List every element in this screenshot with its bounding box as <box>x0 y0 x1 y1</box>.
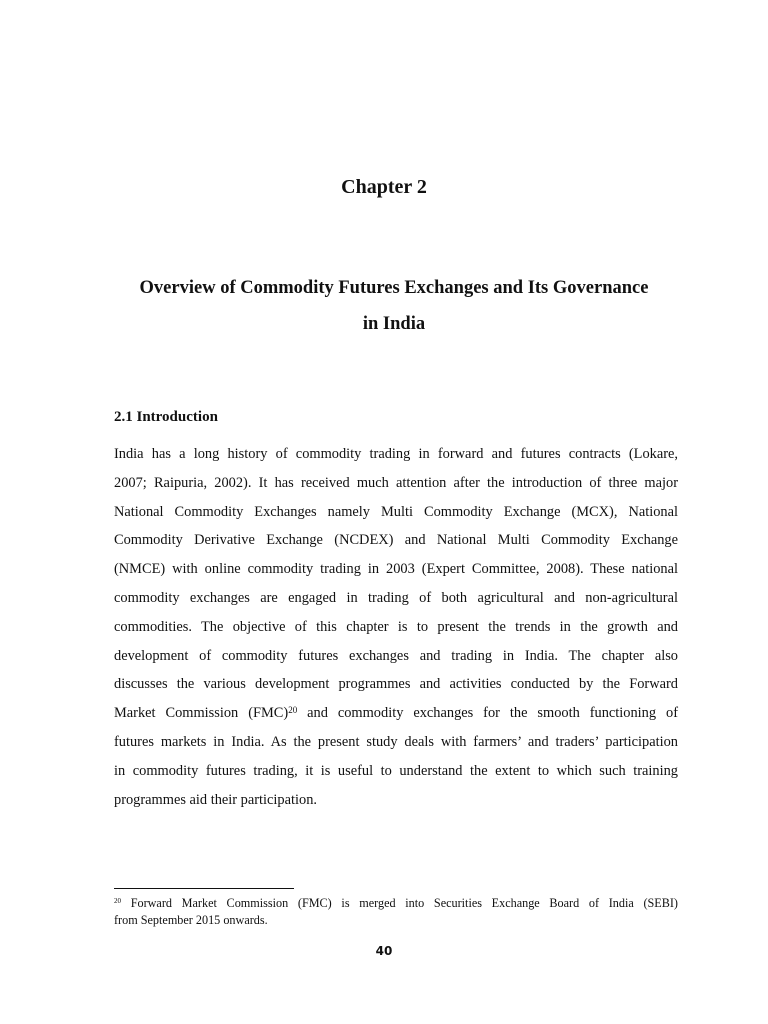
footnote-text-1: Forward Market Commission (FMC) is merged into Securities Exchange Board of India (SEBI) <box>121 896 678 910</box>
footnote-line-2: from September 2015 onwards. <box>114 913 268 927</box>
paragraph-line: commodity exchanges are engaged in trading of both agricultural and non-agricultural <box>114 589 678 606</box>
line-text-after-ref: and commodity exchanges for the smooth functioning of <box>297 705 678 722</box>
footnote-reference[interactable]: 20 <box>288 705 298 716</box>
paragraph-line: (NMCE) with online commodity trading in 2003 (Expert Committee, 2008). These national <box>114 561 678 578</box>
line-text-before-ref: Market Commission (FMC) <box>114 705 289 722</box>
paragraph-line: India has a long history of commodity trading in forward and futures contracts (Lokare, <box>114 446 678 462</box>
paragraph-line: futures markets in India. As the present study deals with farmers’ and traders’ participation <box>114 733 678 750</box>
paragraph-line: development of commodity futures exchanges and trading in India. The chapter also <box>114 647 678 664</box>
page-number: 40 <box>375 944 393 958</box>
chapter-title-line-1: Overview of Commodity Futures Exchanges and Its Governance <box>139 278 649 298</box>
paragraph-line-with-footnote-ref <box>114 699 678 728</box>
footnote-line-1 <box>114 895 678 912</box>
paragraph-line: National Commodity Exchanges namely Multi Commodity Exchange (MCX), National <box>114 503 678 520</box>
paragraph-line: Commodity Derivative Exchange (NCDEX) and National Multi Commodity Exchange <box>114 532 678 549</box>
chapter-title <box>100 270 688 342</box>
chapter-title-line-2: in India <box>362 314 426 334</box>
paragraph-line: 2007; Raipuria, 2002). It has received much attention after the introduction of three major <box>114 474 678 491</box>
chapter-label: Chapter 2 <box>341 176 427 198</box>
paragraph-line: discusses the various development programmes and activities conducted by the Forward <box>114 676 678 693</box>
body-paragraph <box>114 440 678 814</box>
paragraph-line: commodities. The objective of this chapter is to present the trends in the growth and <box>114 618 678 635</box>
paragraph-line: programmes aid their participation. <box>114 791 318 808</box>
footnote-marker: 20 <box>114 897 121 905</box>
section-heading: 2.1 Introduction <box>114 409 218 425</box>
footnote <box>114 895 678 929</box>
paragraph-line: in commodity futures trading, it is useful to understand the extent to which such training <box>114 762 678 779</box>
footnote-divider <box>114 888 294 889</box>
